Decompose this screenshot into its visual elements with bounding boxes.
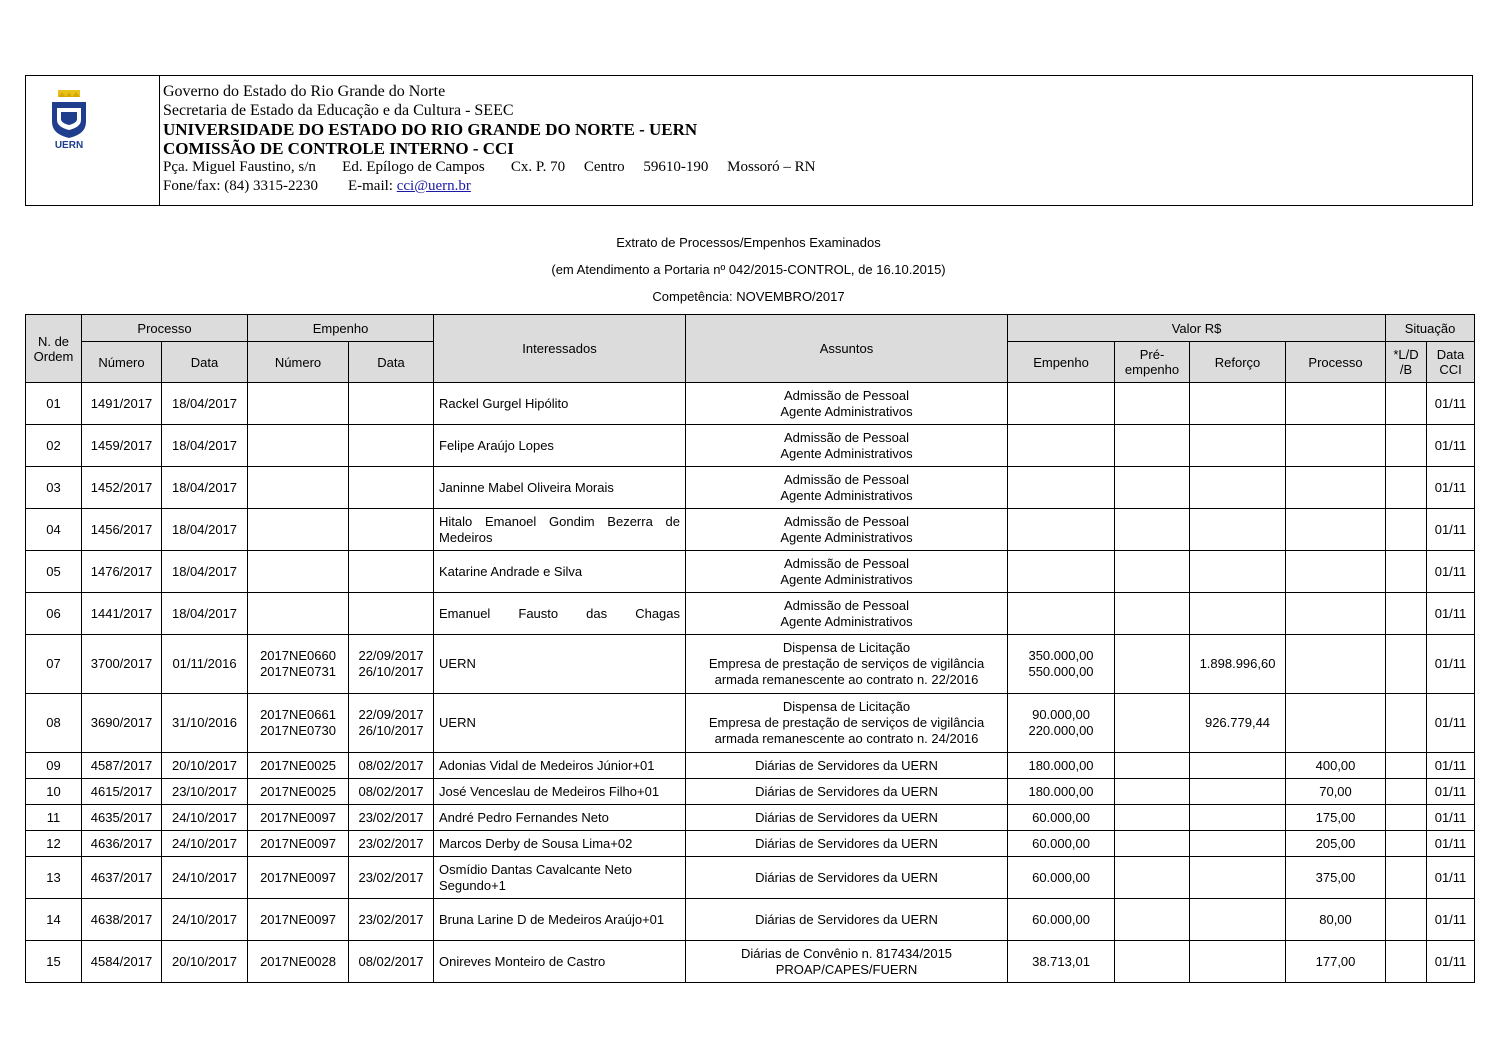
table-body — [26, 383, 1475, 983]
cell-data-cci: 01/11 — [1427, 831, 1475, 857]
cell-ordem: 15 — [26, 941, 82, 983]
cell-valor-processo — [1286, 635, 1386, 694]
cell-valor-empenho — [1008, 467, 1115, 509]
cell-interessados: Adonias Vidal de Medeiros Júnior+01 — [434, 753, 686, 779]
cell-valor-reforco — [1190, 509, 1286, 551]
cell-ordem: 04 — [26, 509, 82, 551]
col-assuntos: Assuntos — [686, 315, 1008, 383]
cell-valor-processo: 70,00 — [1286, 779, 1386, 805]
cell-valor-processo — [1286, 694, 1386, 753]
university-line: UNIVERSIDADE DO ESTADO DO RIO GRANDE DO NORTE - UERN — [163, 120, 698, 139]
cell-ldb — [1386, 805, 1427, 831]
cell-processo-data: 20/10/2017 — [162, 753, 248, 779]
cell-valor-empenho — [1008, 593, 1115, 635]
cell-interessados: Marcos Derby de Sousa Lima+02 — [434, 831, 686, 857]
cell-processo-data: 18/04/2017 — [162, 383, 248, 425]
cell-ordem: 14 — [26, 899, 82, 941]
cell-valor-reforco — [1190, 831, 1286, 857]
cell-empenho-data: 23/02/2017 — [349, 805, 434, 831]
cell-ordem: 11 — [26, 805, 82, 831]
cell-empenho-numero: 2017NE0097 — [248, 805, 349, 831]
col-empenho-data: Data — [349, 342, 434, 383]
cell-valor-pre-empenho — [1115, 899, 1190, 941]
col-processo-group: Processo — [82, 315, 248, 342]
cell-assuntos: Admissão de Pessoal Agente Administrativos — [686, 425, 1008, 467]
secretaria-line: Secretaria de Estado da Educação e da Cultura - SEEC — [163, 102, 514, 119]
cell-ldb — [1386, 779, 1427, 805]
cell-valor-empenho: 180.000,00 — [1008, 753, 1115, 779]
cell-valor-reforco — [1190, 857, 1286, 899]
cell-valor-processo — [1286, 467, 1386, 509]
cell-processo-numero: 1441/2017 — [82, 593, 162, 635]
cell-empenho-numero: 2017NE0660 2017NE0731 — [248, 635, 349, 694]
cell-processo-data: 24/10/2017 — [162, 805, 248, 831]
cell-valor-reforco — [1190, 551, 1286, 593]
cell-interessados: José Venceslau de Medeiros Filho+01 — [434, 779, 686, 805]
document-title: Extrato de Processos/Empenhos Examinados — [616, 235, 881, 250]
cell-valor-pre-empenho — [1115, 425, 1190, 467]
cell-valor-pre-empenho — [1115, 779, 1190, 805]
cell-ldb — [1386, 551, 1427, 593]
cell-valor-empenho — [1008, 551, 1115, 593]
col-processo-numero: Número — [82, 342, 162, 383]
cell-assuntos: Diárias de Servidores da UERN — [686, 805, 1008, 831]
cell-valor-processo — [1286, 509, 1386, 551]
cell-valor-reforco — [1190, 467, 1286, 509]
cell-empenho-numero — [248, 467, 349, 509]
cell-processo-numero: 1491/2017 — [82, 383, 162, 425]
cell-assuntos: Diárias de Servidores da UERN — [686, 753, 1008, 779]
cell-ordem: 02 — [26, 425, 82, 467]
competencia-line: Competência: NOVEMBRO/2017 — [652, 289, 845, 304]
cell-empenho-data — [349, 551, 434, 593]
cell-valor-processo — [1286, 551, 1386, 593]
cell-processo-numero: 4615/2017 — [82, 779, 162, 805]
table-row — [26, 857, 1475, 899]
col-situacao-group: Situação — [1386, 315, 1475, 342]
cell-empenho-numero — [248, 593, 349, 635]
cell-ldb — [1386, 635, 1427, 694]
cell-ordem: 07 — [26, 635, 82, 694]
cell-empenho-numero — [248, 551, 349, 593]
cell-ldb — [1386, 593, 1427, 635]
col-ordem: N. de Ordem — [26, 315, 82, 383]
table-row — [26, 941, 1475, 983]
cell-empenho-numero: 2017NE0097 — [248, 857, 349, 899]
cell-processo-numero: 1456/2017 — [82, 509, 162, 551]
cell-empenho-numero: 2017NE0097 — [248, 899, 349, 941]
cell-valor-processo: 80,00 — [1286, 899, 1386, 941]
cell-ldb — [1386, 753, 1427, 779]
cell-valor-pre-empenho — [1115, 551, 1190, 593]
cell-empenho-numero — [248, 383, 349, 425]
cell-processo-numero: 4635/2017 — [82, 805, 162, 831]
cell-empenho-data: 22/09/2017 26/10/2017 — [349, 694, 434, 753]
col-valor-pre-empenho: Pré-empenho — [1115, 342, 1190, 383]
cell-data-cci: 01/11 — [1427, 694, 1475, 753]
cell-empenho-data: 08/02/2017 — [349, 941, 434, 983]
cell-data-cci: 01/11 — [1427, 899, 1475, 941]
logo-cell — [26, 76, 160, 205]
cell-assuntos: Diárias de Servidores da UERN — [686, 857, 1008, 899]
cell-empenho-numero: 2017NE0028 — [248, 941, 349, 983]
cell-assuntos: Admissão de Pessoal Agente Administrativos — [686, 383, 1008, 425]
col-processo-data: Data — [162, 342, 248, 383]
cell-interessados: Osmídio Dantas Cavalcante Neto Segundo+1 — [434, 857, 686, 899]
cell-valor-empenho — [1008, 425, 1115, 467]
cell-valor-processo — [1286, 383, 1386, 425]
cell-data-cci: 01/11 — [1427, 383, 1475, 425]
cell-valor-processo: 375,00 — [1286, 857, 1386, 899]
cell-empenho-data: 23/02/2017 — [349, 899, 434, 941]
cell-data-cci: 01/11 — [1427, 753, 1475, 779]
cell-empenho-data: 22/09/2017 26/10/2017 — [349, 635, 434, 694]
cell-data-cci: 01/11 — [1427, 779, 1475, 805]
cell-valor-empenho: 60.000,00 — [1008, 831, 1115, 857]
cell-ordem: 09 — [26, 753, 82, 779]
cell-processo-data: 18/04/2017 — [162, 509, 248, 551]
cell-processo-numero: 4638/2017 — [82, 899, 162, 941]
cell-processo-numero: 4637/2017 — [82, 857, 162, 899]
cell-interessados: Emanuel Fausto das Chagas — [434, 593, 686, 635]
table-row — [26, 551, 1475, 593]
cell-valor-processo — [1286, 425, 1386, 467]
cell-ordem: 01 — [26, 383, 82, 425]
cell-valor-empenho: 90.000,00 220.000,00 — [1008, 694, 1115, 753]
cell-assuntos: Diárias de Servidores da UERN — [686, 831, 1008, 857]
table-row — [26, 383, 1475, 425]
cell-valor-empenho: 38.713,01 — [1008, 941, 1115, 983]
cell-assuntos: Admissão de Pessoal Agente Administrativos — [686, 467, 1008, 509]
table-row — [26, 467, 1475, 509]
cell-assuntos: Diárias de Servidores da UERN — [686, 779, 1008, 805]
cell-data-cci: 01/11 — [1427, 467, 1475, 509]
cell-data-cci: 01/11 — [1427, 551, 1475, 593]
cell-data-cci: 01/11 — [1427, 941, 1475, 983]
cell-ldb — [1386, 857, 1427, 899]
col-valor-processo: Processo — [1286, 342, 1386, 383]
cell-valor-reforco — [1190, 805, 1286, 831]
cell-empenho-numero: 2017NE0661 2017NE0730 — [248, 694, 349, 753]
cell-ordem: 12 — [26, 831, 82, 857]
commission-line: COMISSÃO DE CONTROLE INTERNO - CCI — [163, 139, 514, 158]
cell-assuntos: Admissão de Pessoal Agente Administrativos — [686, 509, 1008, 551]
document-subtitle: (em Atendimento a Portaria nº 042/2015-CONTROL, de 16.10.2015) — [551, 262, 946, 277]
cell-data-cci: 01/11 — [1427, 425, 1475, 467]
table-row — [26, 425, 1475, 467]
cell-valor-reforco: 926.779,44 — [1190, 694, 1286, 753]
address-line: Pça. Miguel Faustino, s/n Ed. Epílogo de Campos Cx. P. 70 Centro 59610-190 Mossoró – RN — [163, 159, 816, 175]
cell-empenho-data: 23/02/2017 — [349, 831, 434, 857]
cell-empenho-data: 08/02/2017 — [349, 779, 434, 805]
cell-interessados: Hitalo Emanoel Gondim Bezerra de Medeiros — [434, 509, 686, 551]
col-data-cci: Data CCI — [1427, 342, 1475, 383]
cell-empenho-numero — [248, 509, 349, 551]
cell-valor-empenho: 60.000,00 — [1008, 805, 1115, 831]
cell-valor-pre-empenho — [1115, 805, 1190, 831]
cell-valor-empenho — [1008, 509, 1115, 551]
cell-processo-data: 18/04/2017 — [162, 425, 248, 467]
cell-valor-processo: 175,00 — [1286, 805, 1386, 831]
col-valor-group: Valor R$ — [1008, 315, 1386, 342]
table-row — [26, 831, 1475, 857]
cell-processo-data: 20/10/2017 — [162, 941, 248, 983]
cell-valor-pre-empenho — [1115, 831, 1190, 857]
table-row — [26, 805, 1475, 831]
cell-processo-data: 31/10/2016 — [162, 694, 248, 753]
cell-ordem: 13 — [26, 857, 82, 899]
cell-ldb — [1386, 694, 1427, 753]
cell-processo-numero: 1476/2017 — [82, 551, 162, 593]
cell-empenho-numero: 2017NE0097 — [248, 831, 349, 857]
cell-ordem: 10 — [26, 779, 82, 805]
cell-processo-data: 18/04/2017 — [162, 467, 248, 509]
cell-assuntos: Dispensa de Licitação Empresa de prestação de serviços de vigilância armada remanescente ao contrato n. 24/2016 — [686, 694, 1008, 753]
cell-empenho-numero: 2017NE0025 — [248, 753, 349, 779]
cell-valor-reforco — [1190, 941, 1286, 983]
cell-valor-reforco — [1190, 899, 1286, 941]
cell-ldb — [1386, 383, 1427, 425]
cell-interessados: Felipe Araújo Lopes — [434, 425, 686, 467]
cell-processo-numero: 1452/2017 — [82, 467, 162, 509]
cell-empenho-data — [349, 467, 434, 509]
uern-logo — [48, 90, 90, 150]
cell-valor-processo: 177,00 — [1286, 941, 1386, 983]
cell-assuntos: Diárias de Servidores da UERN — [686, 899, 1008, 941]
gov-line: Governo do Estado do Rio Grande do Norte — [163, 83, 446, 100]
cell-processo-data: 18/04/2017 — [162, 593, 248, 635]
cell-interessados: Bruna Larine D de Medeiros Araújo+01 — [434, 899, 686, 941]
table-row — [26, 694, 1475, 753]
cell-interessados: Katarine Andrade e Silva — [434, 551, 686, 593]
cell-assuntos: Admissão de Pessoal Agente Administrativos — [686, 593, 1008, 635]
cell-processo-numero: 4587/2017 — [82, 753, 162, 779]
cell-valor-pre-empenho — [1115, 694, 1190, 753]
svg-text:UERN: UERN — [54, 140, 84, 150]
cell-interessados: Onireves Monteiro de Castro — [434, 941, 686, 983]
cell-valor-processo: 205,00 — [1286, 831, 1386, 857]
cell-ordem: 06 — [26, 593, 82, 635]
cell-valor-reforco — [1190, 383, 1286, 425]
cell-ordem: 08 — [26, 694, 82, 753]
cell-data-cci: 01/11 — [1427, 857, 1475, 899]
cell-valor-reforco: 1.898.996,60 — [1190, 635, 1286, 694]
cell-interessados: UERN — [434, 694, 686, 753]
cell-valor-pre-empenho — [1115, 467, 1190, 509]
cell-ldb — [1386, 831, 1427, 857]
cell-processo-data: 24/10/2017 — [162, 899, 248, 941]
table-row — [26, 593, 1475, 635]
cell-interessados: André Pedro Fernandes Neto — [434, 805, 686, 831]
cell-valor-pre-empenho — [1115, 593, 1190, 635]
letterhead — [25, 75, 1473, 206]
col-ldb: *L/D /B — [1386, 342, 1427, 383]
cell-processo-numero: 4636/2017 — [82, 831, 162, 857]
cell-valor-processo: 400,00 — [1286, 753, 1386, 779]
col-empenho-numero: Número — [248, 342, 349, 383]
table-row — [26, 753, 1475, 779]
contact-line — [163, 177, 816, 196]
cell-processo-data: 18/04/2017 — [162, 551, 248, 593]
cell-valor-pre-empenho — [1115, 941, 1190, 983]
email-link[interactable]: cci@uern.br — [396, 178, 471, 194]
letterhead-text — [163, 82, 816, 196]
cell-valor-pre-empenho — [1115, 857, 1190, 899]
cell-valor-empenho: 350.000,00 550.000,00 — [1008, 635, 1115, 694]
cell-valor-empenho: 60.000,00 — [1008, 857, 1115, 899]
phone-text: Fone/fax: (84) 3315-2230 E-mail: — [163, 178, 397, 194]
cell-empenho-data: 23/02/2017 — [349, 857, 434, 899]
cell-ordem: 05 — [26, 551, 82, 593]
cell-ldb — [1386, 467, 1427, 509]
table-row — [26, 899, 1475, 941]
col-valor-empenho: Empenho — [1008, 342, 1115, 383]
cell-ldb — [1386, 941, 1427, 983]
cell-data-cci: 01/11 — [1427, 635, 1475, 694]
table-row — [26, 635, 1475, 694]
table-row — [26, 509, 1475, 551]
cell-data-cci: 01/11 — [1427, 805, 1475, 831]
cell-valor-processo — [1286, 593, 1386, 635]
cell-empenho-numero — [248, 425, 349, 467]
cell-valor-reforco — [1190, 593, 1286, 635]
cell-empenho-data — [349, 509, 434, 551]
cell-valor-reforco — [1190, 779, 1286, 805]
cell-valor-pre-empenho — [1115, 635, 1190, 694]
cell-ldb — [1386, 509, 1427, 551]
cell-processo-data: 24/10/2017 — [162, 831, 248, 857]
cell-processo-data: 01/11/2016 — [162, 635, 248, 694]
col-valor-reforco: Reforço — [1190, 342, 1286, 383]
cell-valor-empenho — [1008, 383, 1115, 425]
cell-processo-data: 23/10/2017 — [162, 779, 248, 805]
col-interessados: Interessados — [434, 315, 686, 383]
cell-valor-pre-empenho — [1115, 753, 1190, 779]
cell-empenho-data — [349, 425, 434, 467]
cell-valor-empenho: 180.000,00 — [1008, 779, 1115, 805]
cell-processo-numero: 1459/2017 — [82, 425, 162, 467]
cell-ldb — [1386, 899, 1427, 941]
cell-valor-reforco — [1190, 753, 1286, 779]
cell-valor-reforco — [1190, 425, 1286, 467]
cell-ordem: 03 — [26, 467, 82, 509]
cell-processo-numero: 3690/2017 — [82, 694, 162, 753]
cell-empenho-data — [349, 593, 434, 635]
cell-interessados: Rackel Gurgel Hipólito — [434, 383, 686, 425]
cell-empenho-data: 08/02/2017 — [349, 753, 434, 779]
cell-valor-pre-empenho — [1115, 383, 1190, 425]
cell-valor-empenho: 60.000,00 — [1008, 899, 1115, 941]
cell-assuntos: Diárias de Convênio n. 817434/2015 PROAP/CAPES/FUERN — [686, 941, 1008, 983]
cell-assuntos: Dispensa de Licitação Empresa de prestação de serviços de vigilância armada remanescente ao contrato n. 22/2016 — [686, 635, 1008, 694]
cell-interessados: UERN — [434, 635, 686, 694]
cell-processo-data: 24/10/2017 — [162, 857, 248, 899]
cell-interessados: Janinne Mabel Oliveira Morais — [434, 467, 686, 509]
cell-assuntos: Admissão de Pessoal Agente Administrativos — [686, 551, 1008, 593]
cell-empenho-numero: 2017NE0025 — [248, 779, 349, 805]
cell-ldb — [1386, 425, 1427, 467]
cell-processo-numero: 4584/2017 — [82, 941, 162, 983]
cell-empenho-data — [349, 383, 434, 425]
cell-data-cci: 01/11 — [1427, 593, 1475, 635]
cell-data-cci: 01/11 — [1427, 509, 1475, 551]
cell-valor-pre-empenho — [1115, 509, 1190, 551]
col-empenho-group: Empenho — [248, 315, 434, 342]
table-row — [26, 779, 1475, 805]
cell-processo-numero: 3700/2017 — [82, 635, 162, 694]
processos-table — [25, 314, 1475, 983]
